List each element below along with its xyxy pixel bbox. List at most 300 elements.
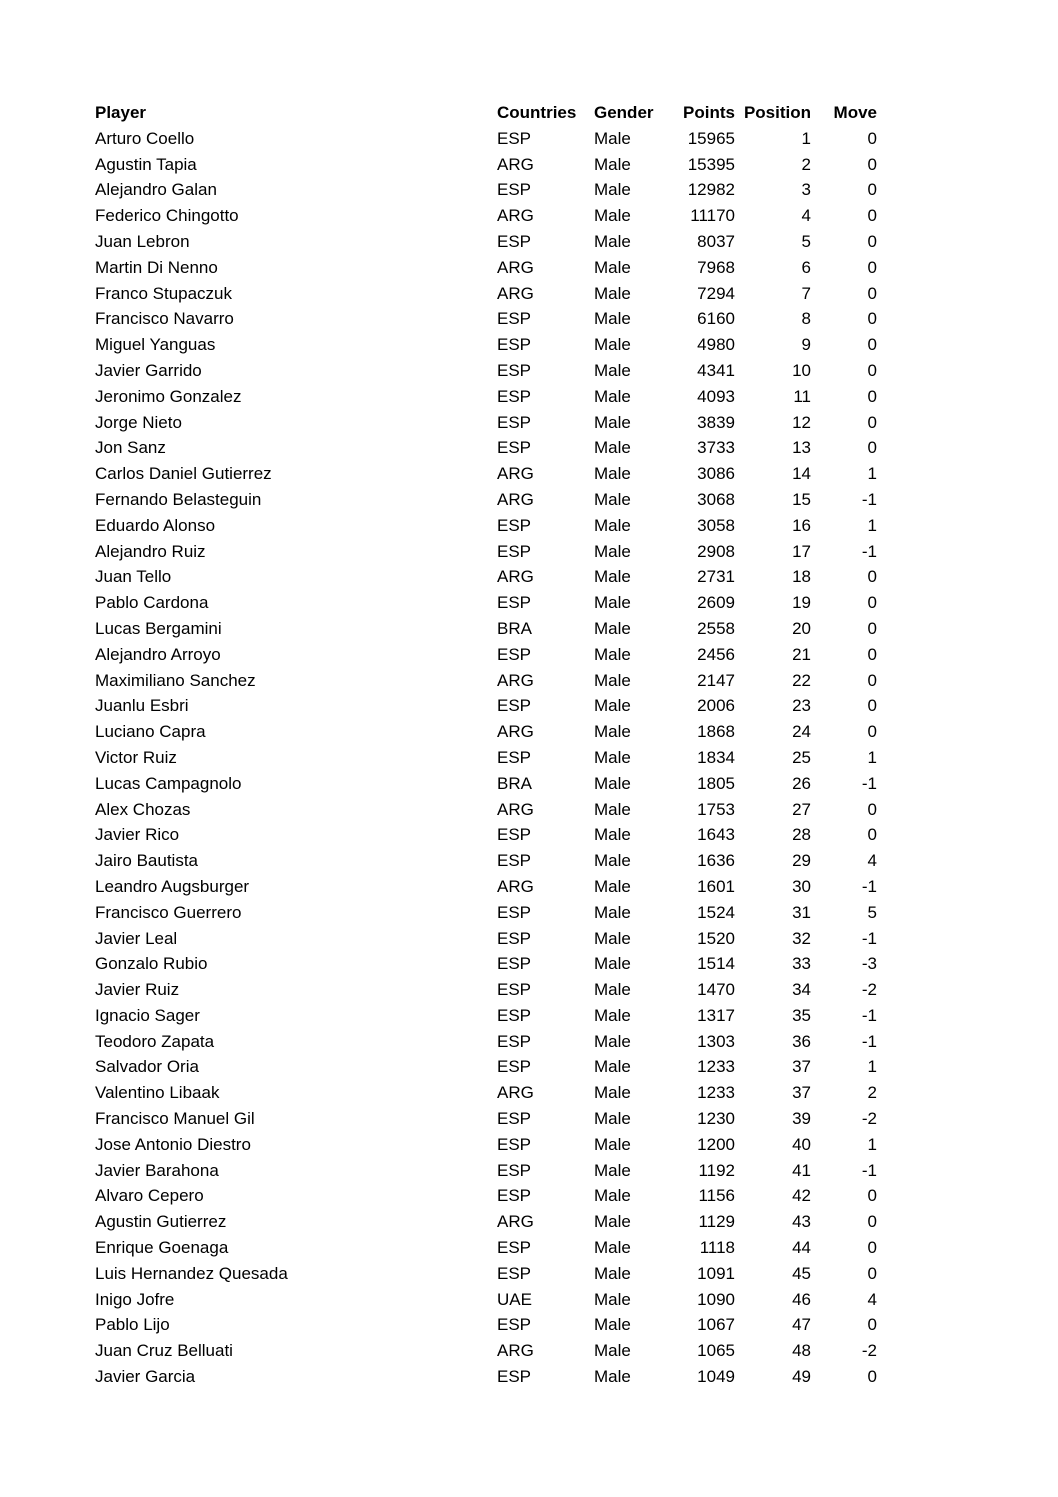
cell-player: Pablo Cardona — [95, 593, 209, 613]
table-row — [95, 1338, 877, 1364]
cell-move: 0 — [867, 335, 877, 355]
cell-player: Luciano Capra — [95, 722, 206, 742]
cell-gender: Male — [594, 360, 631, 380]
cell-move: 5 — [867, 902, 877, 922]
cell-move: 0 — [867, 1212, 877, 1232]
cell-gender: Male — [594, 851, 631, 871]
table-row — [95, 539, 877, 565]
cell-gender: Male — [594, 928, 631, 948]
column-header-countries: Countries — [497, 103, 577, 122]
cell-move: 2 — [867, 1083, 877, 1103]
cell-player: Valentino Libaak — [95, 1083, 220, 1103]
cell-player: Agustin Gutierrez — [95, 1212, 227, 1232]
cell-move: 0 — [867, 1186, 877, 1206]
cell-gender: Male — [594, 1341, 631, 1361]
cell-move: -1 — [861, 1031, 877, 1051]
table-row — [95, 977, 877, 1003]
cell-player: Miguel Yanguas — [95, 335, 216, 355]
cell-points: 4093 — [697, 386, 735, 406]
cell-gender: Male — [594, 825, 631, 845]
cell-move: -1 — [861, 928, 877, 948]
cell-player: Teodoro Zapata — [95, 1031, 215, 1051]
cell-move: 0 — [867, 1263, 877, 1283]
table-row — [95, 281, 877, 307]
cell-position: 4 — [801, 206, 811, 226]
cell-position: 31 — [792, 902, 811, 922]
cell-position: 37 — [792, 1083, 811, 1103]
cell-countries: ESP — [497, 644, 532, 664]
cell-countries: ESP — [497, 1057, 532, 1077]
cell-points: 2558 — [697, 618, 735, 638]
cell-position: 11 — [793, 386, 811, 406]
cell-countries: ARG — [497, 567, 534, 587]
cell-position: 33 — [792, 954, 811, 974]
cell-move: -1 — [861, 1005, 877, 1025]
cell-countries: ARG — [497, 799, 534, 819]
cell-countries: ESP — [497, 980, 532, 1000]
cell-gender: Male — [594, 206, 631, 226]
cell-position: 8 — [801, 309, 811, 329]
cell-points: 1091 — [697, 1263, 735, 1283]
cell-position: 30 — [792, 876, 811, 896]
cell-player: Francisco Manuel Gil — [95, 1109, 255, 1129]
cell-points: 2731 — [697, 567, 735, 587]
cell-move: 0 — [867, 593, 877, 613]
cell-position: 3 — [801, 180, 811, 200]
cell-player: Martin Di Nenno — [95, 257, 218, 277]
cell-points: 11170 — [690, 206, 735, 226]
cell-countries: ESP — [497, 593, 532, 613]
cell-countries: ESP — [497, 386, 532, 406]
cell-points: 12982 — [687, 180, 735, 200]
table-row — [95, 1054, 877, 1080]
cell-points: 7294 — [697, 283, 735, 303]
cell-move: 0 — [867, 567, 877, 587]
table-row — [95, 1003, 877, 1029]
cell-player: Javier Ruiz — [95, 980, 180, 1000]
cell-position: 26 — [792, 773, 811, 793]
cell-player: Juan Cruz Belluati — [95, 1341, 233, 1361]
cell-player: Jon Sanz — [95, 438, 166, 458]
cell-points: 1067 — [697, 1315, 735, 1335]
table-row — [95, 1106, 877, 1132]
cell-points: 4341 — [697, 360, 735, 380]
cell-move: 4 — [867, 851, 877, 871]
cell-gender: Male — [594, 541, 631, 561]
column-header-player: Player — [95, 103, 147, 122]
table-row — [95, 1312, 877, 1338]
cell-move: -1 — [861, 876, 877, 896]
cell-gender: Male — [594, 1005, 631, 1025]
cell-points: 1233 — [697, 1057, 735, 1077]
cell-move: 0 — [867, 438, 877, 458]
cell-position: 25 — [792, 747, 811, 767]
ranking-table-body — [95, 126, 877, 1390]
cell-player: Victor Ruiz — [95, 747, 177, 767]
cell-player: Francisco Guerrero — [95, 902, 242, 922]
cell-gender: Male — [594, 128, 631, 148]
cell-countries: ESP — [497, 231, 532, 251]
cell-gender: Male — [594, 954, 631, 974]
table-row — [95, 642, 877, 668]
cell-move: 0 — [867, 231, 877, 251]
table-row — [95, 668, 877, 694]
table-row — [95, 1209, 877, 1235]
column-header-points: Points — [683, 103, 735, 122]
cell-player: Leandro Augsburger — [95, 876, 250, 896]
ranking-table — [95, 100, 877, 1390]
cell-points: 8037 — [697, 231, 735, 251]
cell-position: 21 — [792, 644, 811, 664]
cell-move: 0 — [867, 386, 877, 406]
cell-player: Federico Chingotto — [95, 206, 239, 226]
table-row — [95, 616, 877, 642]
cell-position: 42 — [792, 1186, 811, 1206]
cell-move: -1 — [861, 773, 877, 793]
cell-points: 1233 — [697, 1083, 735, 1103]
cell-position: 19 — [792, 593, 811, 613]
cell-points: 1303 — [697, 1031, 735, 1051]
cell-gender: Male — [594, 1031, 631, 1051]
cell-gender: Male — [594, 464, 631, 484]
cell-gender: Male — [594, 1083, 631, 1103]
cell-position: 47 — [792, 1315, 811, 1335]
cell-player: Pablo Lijo — [95, 1315, 170, 1335]
table-row — [95, 1080, 877, 1106]
table-row — [95, 1364, 877, 1390]
cell-move: 0 — [867, 799, 877, 819]
cell-position: 46 — [792, 1289, 811, 1309]
cell-position: 12 — [792, 412, 811, 432]
cell-position: 5 — [801, 231, 811, 251]
cell-move: 0 — [867, 825, 877, 845]
cell-countries: ESP — [497, 825, 532, 845]
cell-gender: Male — [594, 309, 631, 329]
cell-gender: Male — [594, 1367, 631, 1387]
cell-position: 49 — [792, 1367, 811, 1387]
cell-points: 3839 — [697, 412, 735, 432]
table-row — [95, 410, 877, 436]
cell-player: Javier Garrido — [95, 360, 202, 380]
table-row — [95, 900, 877, 926]
cell-points: 3733 — [697, 438, 735, 458]
cell-points: 1192 — [698, 1160, 735, 1180]
table-row — [95, 203, 877, 229]
cell-points: 2006 — [697, 696, 735, 716]
cell-position: 37 — [792, 1057, 811, 1077]
cell-player: Salvador Oria — [95, 1057, 199, 1077]
cell-countries: ARG — [497, 876, 534, 896]
table-row — [95, 797, 877, 823]
table-row — [95, 255, 877, 281]
cell-countries: ESP — [497, 902, 532, 922]
cell-player: Inigo Jofre — [95, 1289, 175, 1309]
cell-player: Luis Hernandez Quesada — [95, 1263, 288, 1283]
cell-countries: ESP — [497, 1263, 532, 1283]
cell-move: 0 — [867, 180, 877, 200]
cell-position: 29 — [792, 851, 811, 871]
cell-gender: Male — [594, 722, 631, 742]
cell-position: 36 — [792, 1031, 811, 1051]
cell-gender: Male — [594, 1238, 631, 1258]
cell-position: 13 — [792, 438, 811, 458]
cell-points: 4980 — [697, 335, 735, 355]
cell-points: 15965 — [687, 128, 735, 148]
cell-points: 2609 — [697, 593, 735, 613]
table-row — [95, 177, 877, 203]
cell-player: Fernando Belasteguin — [95, 489, 262, 509]
cell-points: 3068 — [697, 489, 735, 509]
cell-position: 28 — [792, 825, 811, 845]
cell-move: -2 — [861, 980, 877, 1000]
cell-position: 41 — [792, 1160, 811, 1180]
cell-player: Maximiliano Sanchez — [95, 670, 256, 690]
cell-countries: ESP — [497, 515, 532, 535]
cell-move: 0 — [867, 618, 877, 638]
cell-gender: Male — [594, 1263, 631, 1283]
table-row — [95, 306, 877, 332]
cell-player: Carlos Daniel Gutierrez — [95, 464, 272, 484]
table-row — [95, 461, 877, 487]
cell-move: 0 — [867, 644, 877, 664]
cell-gender: Male — [594, 747, 631, 767]
cell-move: 0 — [867, 696, 877, 716]
column-header-gender: Gender — [594, 103, 654, 122]
cell-position: 27 — [792, 799, 811, 819]
cell-gender: Male — [594, 412, 631, 432]
cell-move: -1 — [861, 1160, 877, 1180]
cell-move: 0 — [867, 206, 877, 226]
cell-position: 48 — [792, 1341, 811, 1361]
cell-gender: Male — [594, 1212, 631, 1232]
cell-position: 2 — [801, 154, 811, 174]
table-row — [95, 1235, 877, 1261]
cell-gender: Male — [594, 1315, 631, 1335]
table-row — [95, 1158, 877, 1184]
cell-move: 1 — [867, 464, 877, 484]
cell-player: Alejandro Ruiz — [95, 541, 206, 561]
cell-countries: ARG — [497, 257, 534, 277]
cell-countries: ARG — [497, 464, 534, 484]
cell-gender: Male — [594, 980, 631, 1000]
table-row — [95, 848, 877, 874]
cell-countries: ARG — [497, 722, 534, 742]
cell-move: -1 — [861, 541, 877, 561]
cell-points: 1470 — [697, 980, 735, 1000]
cell-points: 1520 — [697, 928, 735, 948]
cell-player: Francisco Navarro — [95, 309, 234, 329]
cell-player: Ignacio Sager — [95, 1005, 200, 1025]
table-row — [95, 358, 877, 384]
table-row — [95, 745, 877, 771]
cell-countries: ESP — [497, 412, 532, 432]
cell-position: 9 — [801, 335, 811, 355]
cell-gender: Male — [594, 696, 631, 716]
cell-countries: ARG — [497, 206, 534, 226]
cell-player: Javier Barahona — [95, 1160, 219, 1180]
table-row — [95, 126, 877, 152]
cell-move: 0 — [867, 154, 877, 174]
cell-position: 1 — [801, 128, 811, 148]
cell-player: Javier Rico — [95, 825, 180, 845]
cell-points: 15395 — [687, 154, 735, 174]
cell-player: Lucas Bergamini — [95, 618, 222, 638]
cell-move: 1 — [867, 515, 877, 535]
cell-player: Alejandro Arroyo — [95, 644, 221, 664]
table-row — [95, 487, 877, 513]
table-row — [95, 926, 877, 952]
cell-player: Javier Leal — [95, 928, 178, 948]
cell-countries: ESP — [497, 928, 532, 948]
cell-gender: Male — [594, 515, 631, 535]
cell-points: 1868 — [697, 722, 735, 742]
cell-countries: ARG — [497, 1341, 534, 1361]
cell-move: 0 — [867, 128, 877, 148]
cell-points: 2456 — [697, 644, 735, 664]
cell-player: Jorge Nieto — [95, 412, 182, 432]
cell-gender: Male — [594, 1109, 631, 1129]
cell-countries: ESP — [497, 1186, 532, 1206]
cell-move: 0 — [867, 412, 877, 432]
cell-points: 2147 — [697, 670, 735, 690]
cell-points: 1090 — [697, 1289, 735, 1309]
cell-position: 18 — [792, 567, 811, 587]
cell-gender: Male — [594, 180, 631, 200]
cell-move: 0 — [867, 309, 877, 329]
cell-gender: Male — [594, 618, 631, 638]
cell-position: 22 — [792, 670, 811, 690]
cell-gender: Male — [594, 1057, 631, 1077]
table-row — [95, 384, 877, 410]
cell-countries: ESP — [497, 128, 532, 148]
cell-gender: Male — [594, 567, 631, 587]
cell-position: 35 — [792, 1005, 811, 1025]
cell-countries: ARG — [497, 154, 534, 174]
cell-gender: Male — [594, 489, 631, 509]
cell-countries: ARG — [497, 1212, 534, 1232]
cell-player: Juan Lebron — [95, 231, 190, 251]
table-row — [95, 590, 877, 616]
table-row — [95, 951, 877, 977]
cell-move: 0 — [867, 670, 877, 690]
cell-move: 1 — [867, 1134, 877, 1154]
cell-position: 15 — [792, 489, 811, 509]
cell-gender: Male — [594, 1289, 631, 1309]
table-row — [95, 693, 877, 719]
cell-position: 23 — [792, 696, 811, 716]
cell-position: 45 — [792, 1263, 811, 1283]
cell-position: 20 — [792, 618, 811, 638]
cell-move: 0 — [867, 1367, 877, 1387]
cell-points: 2908 — [697, 541, 735, 561]
cell-position: 39 — [792, 1109, 811, 1129]
cell-countries: ESP — [497, 1031, 532, 1051]
cell-countries: ESP — [497, 1134, 532, 1154]
cell-move: 0 — [867, 1315, 877, 1335]
cell-gender: Male — [594, 335, 631, 355]
cell-points: 1753 — [697, 799, 735, 819]
cell-points: 1514 — [697, 954, 735, 974]
cell-gender: Male — [594, 1160, 631, 1180]
cell-points: 6160 — [697, 309, 735, 329]
cell-move: 0 — [867, 257, 877, 277]
cell-gender: Male — [594, 283, 631, 303]
cell-points: 1834 — [697, 747, 735, 767]
cell-gender: Male — [594, 902, 631, 922]
cell-countries: ARG — [497, 489, 534, 509]
cell-gender: Male — [594, 773, 631, 793]
cell-points: 1524 — [697, 902, 735, 922]
cell-position: 10 — [792, 360, 811, 380]
cell-player: Eduardo Alonso — [95, 515, 216, 535]
cell-player: Franco Stupaczuk — [95, 283, 233, 303]
table-row — [95, 1132, 877, 1158]
column-header-move: Move — [833, 103, 877, 122]
table-row — [95, 1287, 877, 1313]
table-row — [95, 564, 877, 590]
cell-gender: Male — [594, 644, 631, 664]
cell-player: Jairo Bautista — [95, 851, 198, 871]
cell-countries: ESP — [497, 1005, 532, 1025]
cell-points: 1805 — [697, 773, 735, 793]
cell-countries: ESP — [497, 180, 532, 200]
cell-move: 0 — [867, 360, 877, 380]
cell-player: Jose Antonio Diestro — [95, 1134, 251, 1154]
cell-player: Javier Garcia — [95, 1367, 196, 1387]
table-row — [95, 332, 877, 358]
cell-player: Lucas Campagnolo — [95, 773, 242, 793]
cell-points: 7968 — [697, 257, 735, 277]
cell-gender: Male — [594, 154, 631, 174]
cell-gender: Male — [594, 670, 631, 690]
cell-countries: BRA — [497, 618, 532, 638]
cell-countries: ESP — [497, 747, 532, 767]
cell-gender: Male — [594, 257, 631, 277]
table-row — [95, 1261, 877, 1287]
cell-points: 3086 — [697, 464, 735, 484]
table-row — [95, 719, 877, 745]
cell-points: 1636 — [697, 851, 735, 871]
table-row — [95, 822, 877, 848]
cell-countries: ESP — [497, 438, 532, 458]
table-row — [95, 1183, 877, 1209]
cell-player: Agustin Tapia — [95, 154, 197, 174]
cell-position: 43 — [792, 1212, 811, 1232]
cell-points: 1601 — [697, 876, 735, 896]
cell-move: -2 — [861, 1109, 877, 1129]
cell-player: Juan Tello — [95, 567, 172, 587]
ranking-table-header-row — [95, 100, 877, 126]
cell-countries: ARG — [497, 283, 534, 303]
cell-points: 3058 — [697, 515, 735, 535]
cell-player: Jeronimo Gonzalez — [95, 386, 242, 406]
cell-player: Gonzalo Rubio — [95, 954, 208, 974]
cell-gender: Male — [594, 231, 631, 251]
cell-position: 16 — [792, 515, 811, 535]
table-row — [95, 1029, 877, 1055]
cell-player: Enrique Goenaga — [95, 1238, 229, 1258]
cell-position: 7 — [801, 283, 811, 303]
cell-position: 6 — [801, 257, 811, 277]
cell-gender: Male — [594, 386, 631, 406]
cell-points: 1230 — [697, 1109, 735, 1129]
cell-countries: ESP — [497, 1315, 532, 1335]
cell-countries: UAE — [497, 1289, 532, 1309]
cell-position: 24 — [792, 722, 811, 742]
cell-move: 0 — [867, 722, 877, 742]
cell-gender: Male — [594, 876, 631, 896]
column-header-position: Position — [743, 103, 811, 122]
